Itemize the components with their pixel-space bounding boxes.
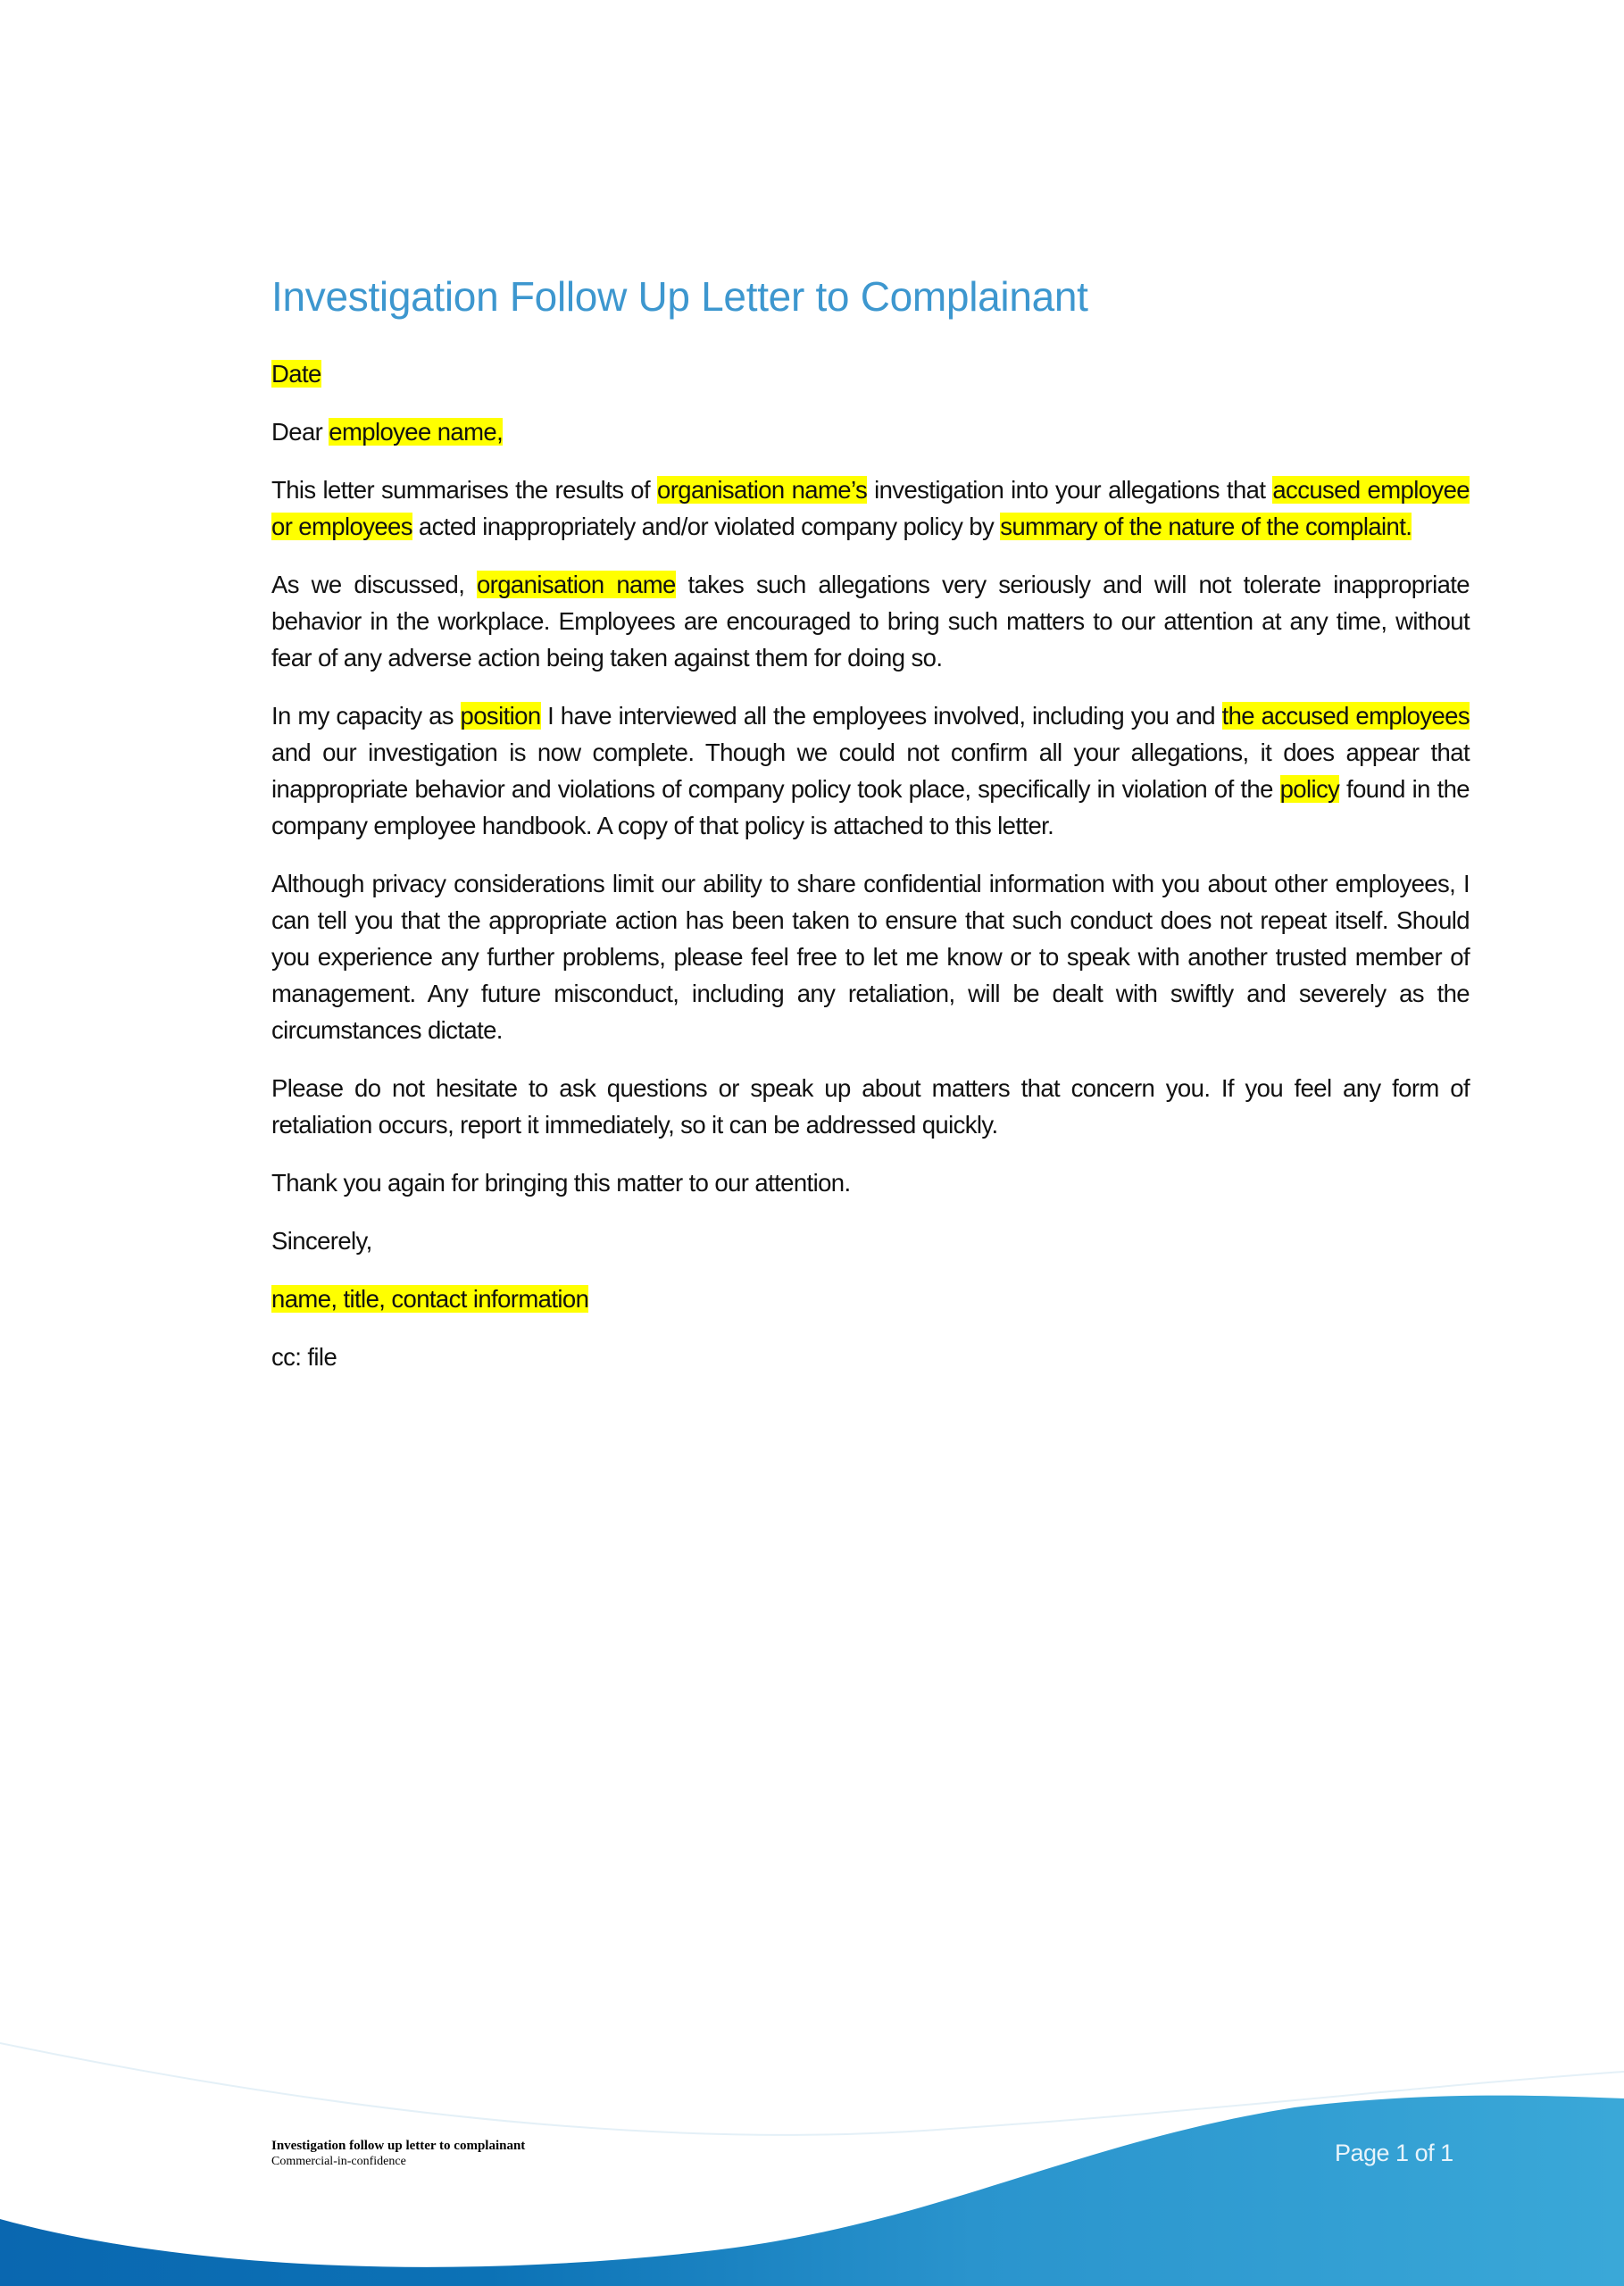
accused-employee-placeholder: accused employee or employees bbox=[271, 476, 1470, 540]
closing: Sincerely, bbox=[271, 1227, 372, 1255]
salutation-prefix: Dear bbox=[271, 418, 329, 446]
employee-name-placeholder: employee name, bbox=[329, 418, 504, 446]
text-run: investigation into your allegations that bbox=[867, 476, 1273, 504]
footer-doc-title: Investigation follow up letter to complainant bbox=[271, 2139, 526, 2153]
date-placeholder: Date bbox=[271, 360, 321, 388]
text-run: As we discussed, bbox=[271, 571, 477, 598]
letter-body bbox=[271, 268, 1470, 1397]
organisation-name-placeholder: organisation name bbox=[476, 571, 676, 598]
text-run: takes such allegations very seriously and will not tolerate inappropriate behavior in the workplace. Employees are encouraged to bring such matters to our attention at any time, without fear of any adverse action being taken against them for doing so. bbox=[271, 571, 1470, 672]
paragraph-questions: Please do not hesitate to ask questions or speak up about matters that concern you. If you feel any form of retaliation occurs, report it immediately, so it can be addressed quickly. bbox=[271, 1074, 1470, 1139]
position-placeholder: position bbox=[460, 702, 541, 730]
footer-info bbox=[271, 2138, 525, 2169]
text-run: acted inappropriately and/or violated company policy by bbox=[412, 513, 1001, 540]
page-number: Page 1 of 1 bbox=[1335, 2140, 1453, 2166]
signature-line bbox=[271, 1281, 1470, 1317]
text-run: I have interviewed all the employees involved, including you and bbox=[540, 702, 1222, 730]
paragraph-thanks: Thank you again for bringing this matter to our attention. bbox=[271, 1169, 851, 1197]
organisation-name-placeholder: organisation name’s bbox=[657, 476, 868, 504]
signature-placeholder: name, title, contact information bbox=[271, 1285, 589, 1313]
text-run: and our investigation is now complete. Though we could not confirm all your allegations, it does appear that inappropriate behavior and violations of company policy took place, specifically in violation of the bbox=[271, 738, 1470, 803]
paragraph-policy-statement bbox=[271, 566, 1470, 676]
policy-placeholder: policy bbox=[1279, 775, 1340, 803]
text-run: found in the company employee handbook. A copy of that policy is attached to this letter. bbox=[271, 775, 1470, 839]
paragraph-findings bbox=[271, 697, 1470, 844]
date-line bbox=[271, 355, 1470, 392]
accused-employees-placeholder: the accused employees bbox=[1221, 702, 1470, 730]
cc-line: cc: file bbox=[271, 1343, 337, 1371]
footer-classification: Commercial-in-confidence bbox=[271, 2155, 406, 2168]
paragraph-privacy: Although privacy considerations limit our ability to share confidential information with you about other employees, I can tell you that the appropriate action has been taken to ensure that such conduct does not repeat itself. Should you experience any further problems, please feel free to let me know or to speak with another trusted member of management. Any future misconduct, including any retaliation, will be dealt with swiftly and severely as the circumstances dictate. bbox=[271, 870, 1470, 1044]
text-run: In my capacity as bbox=[271, 702, 461, 730]
text-run: This letter summarises the results of bbox=[271, 476, 657, 504]
complaint-summary-placeholder: summary of the nature of the complaint. bbox=[1000, 513, 1412, 540]
paragraph-summary bbox=[271, 471, 1470, 545]
document-title: Investigation Follow Up Letter to Complainant bbox=[271, 273, 1088, 320]
salutation bbox=[271, 413, 1470, 450]
